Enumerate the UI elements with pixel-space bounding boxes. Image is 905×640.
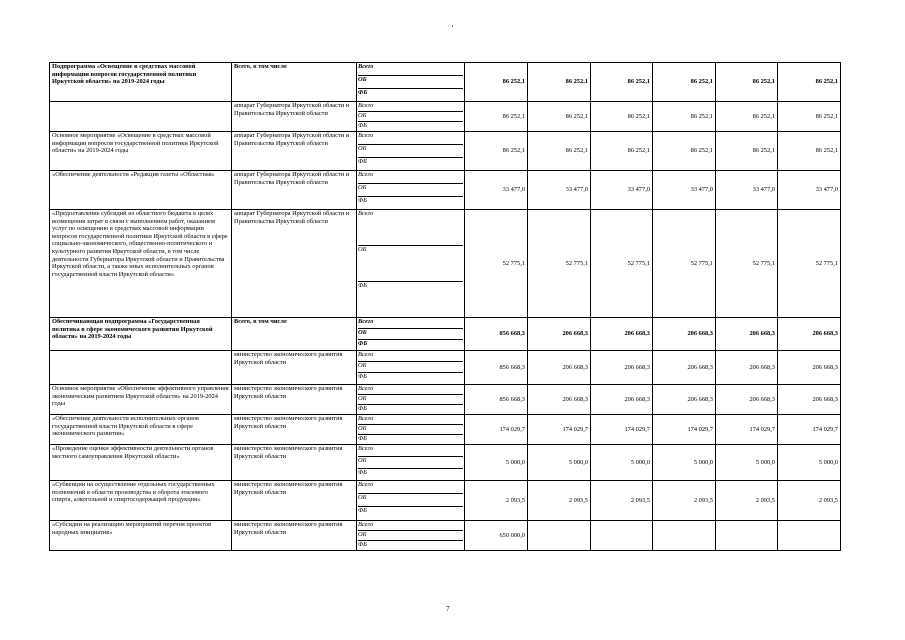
amount-cell: 856 668,3 (465, 385, 528, 415)
amount-cell: 206 668,3 (778, 351, 841, 385)
funding-source-label: ФБ (358, 196, 463, 209)
page-mark (452, 25, 453, 27)
program-name-cell: «Проведение оценки эффективности деятельности органов местного самоуправления Иркутской области» (50, 445, 232, 481)
funding-source-label: ОБ (358, 75, 463, 88)
funding-source-cell (357, 210, 465, 318)
table-row (50, 415, 841, 445)
program-name-cell: Обеспечивающая подпрограмма «Государственная политика в сфере экономического развития Иркутской области» на 2019-2024 годы (50, 318, 232, 351)
funding-source-label: ОБ (358, 361, 463, 372)
amount-cell: 2 093,5 (465, 481, 528, 521)
amount-cell: 206 668,3 (653, 385, 716, 415)
table-row (50, 318, 841, 351)
funding-source-label: ОБ (358, 530, 463, 540)
table-row (50, 210, 841, 318)
funding-source-label: Всего (358, 102, 374, 109)
amount-cell: 5 000,0 (528, 445, 591, 481)
amount-cell: 206 668,3 (716, 385, 778, 415)
amount-cell: 33 477,0 (465, 171, 528, 210)
funding-source-label: ФБ (358, 540, 463, 550)
amount-cell: 206 668,3 (653, 351, 716, 385)
funding-source-cell (357, 318, 465, 351)
executor-cell: министерство экономического развития Иркутской области (232, 521, 357, 551)
funding-source-label: Всего (358, 521, 374, 528)
table-row (50, 445, 841, 481)
funding-source-label: ФБ (358, 468, 463, 480)
funding-source-label: ОБ (358, 493, 463, 506)
funding-source-label: ФБ (358, 434, 463, 444)
funding-source-cell (357, 63, 465, 102)
amount-cell: 5 000,0 (653, 445, 716, 481)
amount-cell: 174 029,7 (716, 415, 778, 445)
funding-source-cell (357, 385, 465, 415)
amount-cell: 33 477,0 (778, 171, 841, 210)
amount-cell (716, 521, 778, 551)
funding-source-label: Всего (358, 171, 374, 178)
program-name-cell: Основное мероприятие «Обеспечение эффективного управления экономическим развитием Иркутской области» на 2019-2024 годы (50, 385, 232, 415)
funding-source-label: Всего (358, 445, 374, 452)
funding-source-cell (357, 132, 465, 171)
amount-cell: 86 252,1 (716, 63, 778, 102)
funding-source-cell (357, 102, 465, 132)
funding-source-label: Всего (358, 415, 374, 422)
funding-source-label: ФБ (358, 339, 463, 350)
executor-cell: аппарат Губернатора Иркутской области и Правительства Иркутской области (232, 171, 357, 210)
amount-cell: 33 477,0 (653, 171, 716, 210)
amount-cell: 86 252,1 (778, 132, 841, 171)
program-name-cell: «Субсидии на реализацию мероприятий перечня проектов народных инициатив» (50, 521, 232, 551)
amount-cell: 206 668,3 (653, 318, 716, 351)
program-name-cell (50, 102, 232, 132)
executor-cell: министерство экономического развития Иркутской области (232, 445, 357, 481)
funding-source-label: ОБ (358, 144, 463, 157)
executor-cell: аппарат Губернатора Иркутской области и Правительства Иркутской области (232, 132, 357, 171)
executor-cell: Всего, в том числе (232, 63, 357, 102)
funding-source-label: Всего (358, 63, 374, 70)
amount-cell: 174 029,7 (465, 415, 528, 445)
funding-source-label: ФБ (358, 281, 463, 317)
amount-cell: 52 775,1 (653, 210, 716, 318)
amount-cell: 86 252,1 (591, 63, 653, 102)
executor-cell: министерство экономического развития Иркутской области (232, 351, 357, 385)
amount-cell: 174 029,7 (528, 415, 591, 445)
funding-source-label: ОБ (358, 111, 463, 121)
amount-cell: 206 668,3 (591, 385, 653, 415)
budget-table (49, 62, 841, 551)
amount-cell: 5 000,0 (778, 445, 841, 481)
table-row (50, 351, 841, 385)
amount-cell (591, 521, 653, 551)
funding-source-label: Всего (358, 385, 374, 392)
program-name-cell (50, 351, 232, 385)
funding-source-cell (357, 481, 465, 521)
funding-source-label: ОБ (358, 245, 463, 281)
amount-cell: 86 252,1 (653, 63, 716, 102)
amount-cell: 2 093,5 (778, 481, 841, 521)
amount-cell: 206 668,3 (591, 318, 653, 351)
amount-cell: 2 093,5 (528, 481, 591, 521)
program-name-cell: «Обеспечение деятельности исполнительных органов государственной власти Иркутской области в сфере экономического развития» (50, 415, 232, 445)
funding-source-label: ОБ (358, 183, 463, 196)
funding-source-label: ФБ (358, 404, 463, 414)
amount-cell: 206 668,3 (716, 351, 778, 385)
funding-source-cell (357, 521, 465, 551)
amount-cell: 33 477,0 (528, 171, 591, 210)
funding-source-label: ФБ (358, 506, 463, 519)
amount-cell: 86 252,1 (465, 132, 528, 171)
funding-source-label: ОБ (358, 456, 463, 468)
amount-cell: 52 775,1 (778, 210, 841, 318)
funding-source-label: ФБ (358, 121, 463, 131)
amount-cell: 86 252,1 (653, 132, 716, 171)
amount-cell: 52 775,1 (716, 210, 778, 318)
executor-cell: министерство экономического развития Иркутской области (232, 415, 357, 445)
amount-cell: 86 252,1 (465, 102, 528, 132)
executor-cell: Всего, в том числе (232, 318, 357, 351)
amount-cell: 86 252,1 (716, 132, 778, 171)
program-name-cell: «Предоставление субсидий из областного бюджета в целях возмещения затрат в связи с выполнением работ, оказанием услуг по освещению в средствах массовой информации вопросов государственной политики Иркутской области в сфере социально-экономического, общественно-политического и культурного развития Иркутской области, в том числе деятельности Губернатора Иркутской области и Правительства Иркутской области, а также иных исполнительных органов государственной власти Иркутской области» (50, 210, 232, 318)
amount-cell (653, 521, 716, 551)
funding-source-label: ФБ (358, 88, 463, 101)
program-name-cell: Подпрограмма «Освещение в средствах массовой информации вопросов государственной политики Иркутской области» на 2019-2024 годы (50, 63, 232, 102)
amount-cell: 5 000,0 (716, 445, 778, 481)
amount-cell: 33 477,0 (716, 171, 778, 210)
amount-cell (778, 521, 841, 551)
amount-cell: 856 668,3 (465, 318, 528, 351)
page-number: 7 (446, 605, 450, 613)
funding-source-label: ОБ (358, 328, 463, 339)
amount-cell: 2 093,5 (716, 481, 778, 521)
table-row (50, 521, 841, 551)
funding-source-label: ОБ (358, 394, 463, 404)
amount-cell: 86 252,1 (653, 102, 716, 132)
amount-cell: 206 668,3 (778, 385, 841, 415)
amount-cell: 650 000,0 (465, 521, 528, 551)
amount-cell: 86 252,1 (591, 102, 653, 132)
amount-cell: 206 668,3 (778, 318, 841, 351)
amount-cell: 86 252,1 (716, 102, 778, 132)
amount-cell: 86 252,1 (528, 102, 591, 132)
table-row (50, 63, 841, 102)
amount-cell: 174 029,7 (778, 415, 841, 445)
amount-cell: 206 668,3 (716, 318, 778, 351)
funding-source-cell (357, 445, 465, 481)
amount-cell: 5 000,0 (465, 445, 528, 481)
funding-source-label: Всего (358, 210, 374, 217)
funding-source-label: Всего (358, 481, 374, 488)
amount-cell: 86 252,1 (528, 63, 591, 102)
amount-cell: 206 668,3 (528, 385, 591, 415)
amount-cell: 86 252,1 (528, 132, 591, 171)
table-row (50, 132, 841, 171)
table-row (50, 481, 841, 521)
funding-source-label: ФБ (358, 372, 463, 383)
amount-cell: 206 668,3 (528, 318, 591, 351)
amount-cell: 86 252,1 (465, 63, 528, 102)
amount-cell: 174 029,7 (591, 415, 653, 445)
executor-cell: аппарат Губернатора Иркутской области и Правительства Иркутской области (232, 102, 357, 132)
funding-source-label: ФБ (358, 157, 463, 170)
amount-cell: 5 000,0 (591, 445, 653, 481)
amount-cell: 86 252,1 (591, 132, 653, 171)
amount-cell: 86 252,1 (778, 63, 841, 102)
table-row (50, 171, 841, 210)
executor-cell: министерство экономического развития Иркутской области (232, 481, 357, 521)
amount-cell: 52 775,1 (528, 210, 591, 318)
amount-cell: 2 093,5 (591, 481, 653, 521)
program-name-cell: «Обеспечение деятельности «Редакция газеты «Областная» (50, 171, 232, 210)
amount-cell: 856 668,3 (465, 351, 528, 385)
table-row (50, 102, 841, 132)
amount-cell (528, 521, 591, 551)
funding-source-label: Всего (358, 318, 374, 325)
funding-source-label: ОБ (358, 424, 463, 434)
funding-source-label: Всего (358, 132, 374, 139)
program-name-cell: «Субвенции на осуществление отдельных государственных полномочий в области производства и оборота этилового спирта, алкогольной и спиртосодержащей продукции» (50, 481, 232, 521)
program-name-cell: Основное мероприятие «Освещение в средствах массовой информации вопросов государственной политики Иркутской области» на 2019-2024 годы (50, 132, 232, 171)
amount-cell: 174 029,7 (653, 415, 716, 445)
amount-cell: 206 668,3 (528, 351, 591, 385)
amount-cell: 2 093,5 (653, 481, 716, 521)
amount-cell: 86 252,1 (778, 102, 841, 132)
amount-cell: 52 775,1 (591, 210, 653, 318)
amount-cell: 33 477,0 (591, 171, 653, 210)
funding-source-label: Всего (358, 351, 374, 358)
table-row (50, 385, 841, 415)
amount-cell: 206 668,3 (591, 351, 653, 385)
executor-cell: аппарат Губернатора Иркутской области и Правительства Иркутской области (232, 210, 357, 318)
table-body (50, 63, 841, 551)
funding-source-cell (357, 171, 465, 210)
funding-source-cell (357, 351, 465, 385)
amount-cell: 52 775,1 (465, 210, 528, 318)
funding-source-cell (357, 415, 465, 445)
executor-cell: министерство экономического развития Иркутской области (232, 385, 357, 415)
